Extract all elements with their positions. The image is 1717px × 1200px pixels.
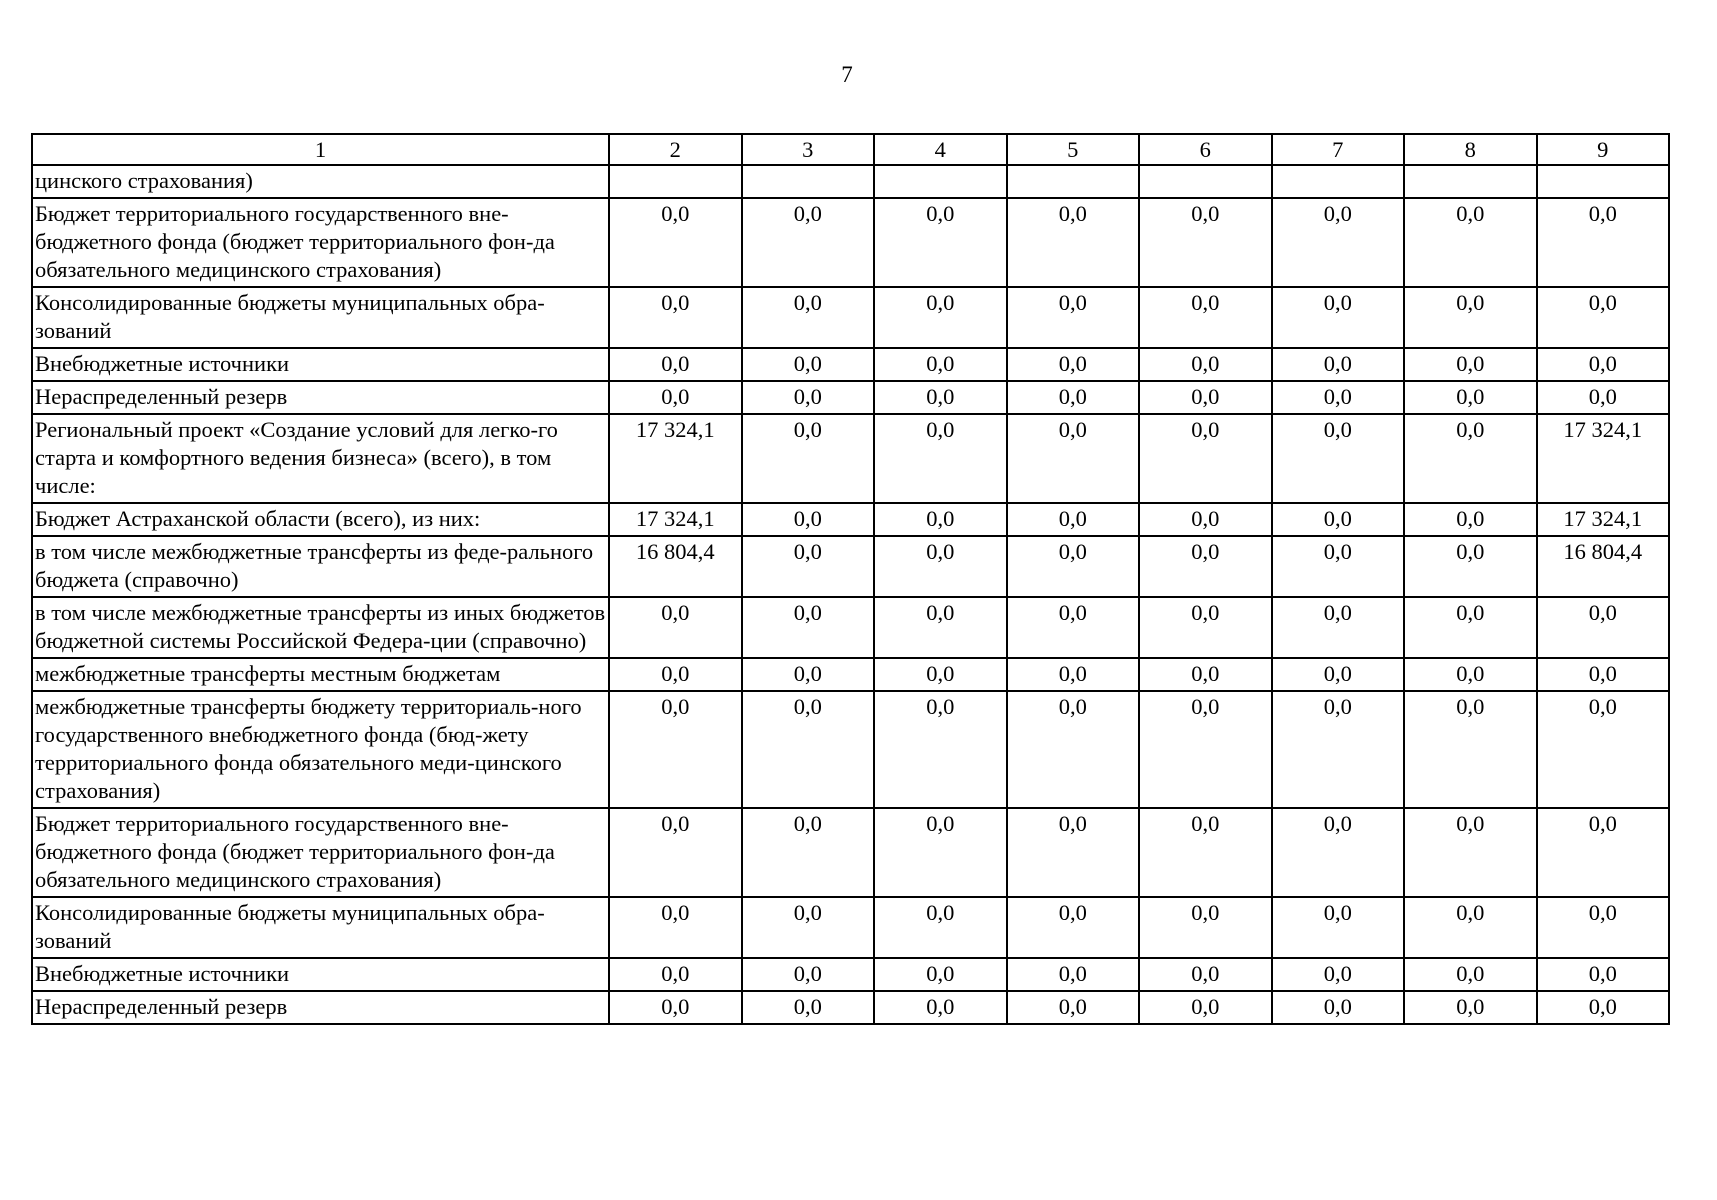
table-header-row <box>32 134 1669 165</box>
cell-col-7: 0,0 <box>1272 597 1405 658</box>
table-body <box>32 165 1669 1024</box>
cell-col-2 <box>609 165 742 198</box>
cell-col-7: 0,0 <box>1272 198 1405 287</box>
cell-col-4: 0,0 <box>874 536 1007 597</box>
row-label: цинского страхования) <box>32 165 609 198</box>
cell-col-3 <box>742 165 875 198</box>
cell-col-8: 0,0 <box>1404 991 1537 1024</box>
cell-col-3: 0,0 <box>742 691 875 808</box>
cell-col-3: 0,0 <box>742 897 875 958</box>
cell-col-5: 0,0 <box>1007 958 1140 991</box>
row-label: в том числе межбюджетные трансферты из иных бюджетов бюджетной системы Российской Федера-ции (справочно) <box>32 597 609 658</box>
cell-col-2: 0,0 <box>609 348 742 381</box>
cell-col-2: 0,0 <box>609 808 742 897</box>
table-row <box>32 198 1669 287</box>
cell-col-6: 0,0 <box>1139 348 1272 381</box>
cell-col-7: 0,0 <box>1272 414 1405 503</box>
cell-col-9 <box>1537 165 1670 198</box>
cell-col-6: 0,0 <box>1139 991 1272 1024</box>
cell-col-9: 17 324,1 <box>1537 503 1670 536</box>
cell-col-6: 0,0 <box>1139 597 1272 658</box>
cell-col-9: 0,0 <box>1537 381 1670 414</box>
row-label: Консолидированные бюджеты муниципальных обра-зований <box>32 287 609 348</box>
row-label: Внебюджетные источники <box>32 958 609 991</box>
cell-col-4: 0,0 <box>874 658 1007 691</box>
column-header-5: 5 <box>1007 134 1140 165</box>
cell-col-4: 0,0 <box>874 414 1007 503</box>
cell-col-4: 0,0 <box>874 381 1007 414</box>
table-row <box>32 414 1669 503</box>
cell-col-9: 0,0 <box>1537 287 1670 348</box>
cell-col-3: 0,0 <box>742 414 875 503</box>
row-label: межбюджетные трансферты местным бюджетам <box>32 658 609 691</box>
cell-col-9: 0,0 <box>1537 897 1670 958</box>
cell-col-9: 0,0 <box>1537 597 1670 658</box>
cell-col-5: 0,0 <box>1007 414 1140 503</box>
cell-col-9: 0,0 <box>1537 691 1670 808</box>
cell-col-5: 0,0 <box>1007 808 1140 897</box>
cell-col-6: 0,0 <box>1139 897 1272 958</box>
column-header-4: 4 <box>874 134 1007 165</box>
cell-col-4: 0,0 <box>874 958 1007 991</box>
cell-col-9: 0,0 <box>1537 658 1670 691</box>
cell-col-2: 16 804,4 <box>609 536 742 597</box>
row-label: Бюджет территориального государственного вне-бюджетного фонда (бюджет территориального фон-да обязательного медицинского страхования) <box>32 808 609 897</box>
cell-col-7: 0,0 <box>1272 503 1405 536</box>
cell-col-3: 0,0 <box>742 503 875 536</box>
cell-col-6: 0,0 <box>1139 536 1272 597</box>
cell-col-8: 0,0 <box>1404 348 1537 381</box>
cell-col-8: 0,0 <box>1404 381 1537 414</box>
table-row <box>32 381 1669 414</box>
cell-col-2: 0,0 <box>609 198 742 287</box>
cell-col-4: 0,0 <box>874 597 1007 658</box>
column-header-6: 6 <box>1139 134 1272 165</box>
cell-col-7: 0,0 <box>1272 658 1405 691</box>
cell-col-9: 17 324,1 <box>1537 414 1670 503</box>
cell-col-4: 0,0 <box>874 287 1007 348</box>
cell-col-7: 0,0 <box>1272 348 1405 381</box>
cell-col-5: 0,0 <box>1007 597 1140 658</box>
cell-col-5: 0,0 <box>1007 691 1140 808</box>
cell-col-3: 0,0 <box>742 958 875 991</box>
column-header-3: 3 <box>742 134 875 165</box>
table-row <box>32 287 1669 348</box>
cell-col-7: 0,0 <box>1272 897 1405 958</box>
cell-col-5: 0,0 <box>1007 348 1140 381</box>
cell-col-4: 0,0 <box>874 503 1007 536</box>
table-row <box>32 597 1669 658</box>
cell-col-6: 0,0 <box>1139 287 1272 348</box>
cell-col-6: 0,0 <box>1139 691 1272 808</box>
cell-col-4 <box>874 165 1007 198</box>
cell-col-8: 0,0 <box>1404 287 1537 348</box>
cell-col-8: 0,0 <box>1404 897 1537 958</box>
cell-col-2: 0,0 <box>609 597 742 658</box>
row-label: Внебюджетные источники <box>32 348 609 381</box>
cell-col-7: 0,0 <box>1272 958 1405 991</box>
cell-col-5: 0,0 <box>1007 897 1140 958</box>
column-header-8: 8 <box>1404 134 1537 165</box>
cell-col-4: 0,0 <box>874 808 1007 897</box>
cell-col-5: 0,0 <box>1007 991 1140 1024</box>
cell-col-7: 0,0 <box>1272 287 1405 348</box>
cell-col-5 <box>1007 165 1140 198</box>
cell-col-3: 0,0 <box>742 287 875 348</box>
cell-col-5: 0,0 <box>1007 287 1140 348</box>
cell-col-9: 16 804,4 <box>1537 536 1670 597</box>
table-row <box>32 897 1669 958</box>
cell-col-8: 0,0 <box>1404 691 1537 808</box>
cell-col-4: 0,0 <box>874 691 1007 808</box>
cell-col-6: 0,0 <box>1139 958 1272 991</box>
cell-col-8: 0,0 <box>1404 536 1537 597</box>
cell-col-3: 0,0 <box>742 991 875 1024</box>
cell-col-2: 17 324,1 <box>609 414 742 503</box>
cell-col-3: 0,0 <box>742 381 875 414</box>
cell-col-2: 0,0 <box>609 897 742 958</box>
cell-col-9: 0,0 <box>1537 958 1670 991</box>
cell-col-5: 0,0 <box>1007 198 1140 287</box>
column-header-7: 7 <box>1272 134 1405 165</box>
cell-col-9: 0,0 <box>1537 348 1670 381</box>
cell-col-7: 0,0 <box>1272 381 1405 414</box>
table-row <box>32 348 1669 381</box>
cell-col-2: 17 324,1 <box>609 503 742 536</box>
column-header-1: 1 <box>32 134 609 165</box>
table-row <box>32 958 1669 991</box>
cell-col-8: 0,0 <box>1404 414 1537 503</box>
cell-col-8: 0,0 <box>1404 958 1537 991</box>
row-label: Нераспределенный резерв <box>32 991 609 1024</box>
cell-col-6: 0,0 <box>1139 808 1272 897</box>
cell-col-6: 0,0 <box>1139 503 1272 536</box>
cell-col-7: 0,0 <box>1272 536 1405 597</box>
cell-col-7: 0,0 <box>1272 991 1405 1024</box>
cell-col-4: 0,0 <box>874 198 1007 287</box>
cell-col-8: 0,0 <box>1404 503 1537 536</box>
cell-col-6: 0,0 <box>1139 381 1272 414</box>
cell-col-8: 0,0 <box>1404 808 1537 897</box>
cell-col-3: 0,0 <box>742 198 875 287</box>
table-row <box>32 165 1669 198</box>
row-label: Консолидированные бюджеты муниципальных обра-зований <box>32 897 609 958</box>
cell-col-3: 0,0 <box>742 808 875 897</box>
cell-col-2: 0,0 <box>609 658 742 691</box>
cell-col-5: 0,0 <box>1007 503 1140 536</box>
table-row <box>32 658 1669 691</box>
cell-col-7: 0,0 <box>1272 808 1405 897</box>
cell-col-2: 0,0 <box>609 691 742 808</box>
cell-col-7 <box>1272 165 1405 198</box>
cell-col-3: 0,0 <box>742 348 875 381</box>
row-label: Бюджет территориального государственного вне-бюджетного фонда (бюджет территориального фон-да обязательного медицинского страхования) <box>32 198 609 287</box>
column-header-2: 2 <box>609 134 742 165</box>
table-row <box>32 536 1669 597</box>
cell-col-2: 0,0 <box>609 991 742 1024</box>
cell-col-3: 0,0 <box>742 658 875 691</box>
cell-col-9: 0,0 <box>1537 808 1670 897</box>
row-label: в том числе межбюджетные трансферты из феде-рального бюджета (справочно) <box>32 536 609 597</box>
table-row <box>32 503 1669 536</box>
cell-col-2: 0,0 <box>609 381 742 414</box>
cell-col-6: 0,0 <box>1139 658 1272 691</box>
cell-col-6: 0,0 <box>1139 198 1272 287</box>
cell-col-9: 0,0 <box>1537 198 1670 287</box>
cell-col-8: 0,0 <box>1404 198 1537 287</box>
cell-col-4: 0,0 <box>874 991 1007 1024</box>
cell-col-8: 0,0 <box>1404 658 1537 691</box>
row-label: Нераспределенный резерв <box>32 381 609 414</box>
cell-col-8 <box>1404 165 1537 198</box>
cell-col-3: 0,0 <box>742 536 875 597</box>
row-label: Бюджет Астраханской области (всего), из них: <box>32 503 609 536</box>
column-header-9: 9 <box>1537 134 1670 165</box>
cell-col-2: 0,0 <box>609 958 742 991</box>
cell-col-5: 0,0 <box>1007 536 1140 597</box>
cell-col-4: 0,0 <box>874 348 1007 381</box>
cell-col-7: 0,0 <box>1272 691 1405 808</box>
budget-table <box>31 133 1670 1025</box>
cell-col-6 <box>1139 165 1272 198</box>
cell-col-4: 0,0 <box>874 897 1007 958</box>
cell-col-6: 0,0 <box>1139 414 1272 503</box>
cell-col-3: 0,0 <box>742 597 875 658</box>
table-row <box>32 691 1669 808</box>
cell-col-5: 0,0 <box>1007 381 1140 414</box>
cell-col-9: 0,0 <box>1537 991 1670 1024</box>
cell-col-2: 0,0 <box>609 287 742 348</box>
row-label: Региональный проект «Создание условий для легко-го старта и комфортного ведения бизнеса» (всего), в том числе: <box>32 414 609 503</box>
page-number: 7 <box>841 62 853 87</box>
cell-col-8: 0,0 <box>1404 597 1537 658</box>
cell-col-5: 0,0 <box>1007 658 1140 691</box>
table-row <box>32 991 1669 1024</box>
row-label: межбюджетные трансферты бюджету территориаль-ного государственного внебюджетного фонда (бюд-жету территориального фонда обязательного меди-цинского страхования) <box>32 691 609 808</box>
table-row <box>32 808 1669 897</box>
